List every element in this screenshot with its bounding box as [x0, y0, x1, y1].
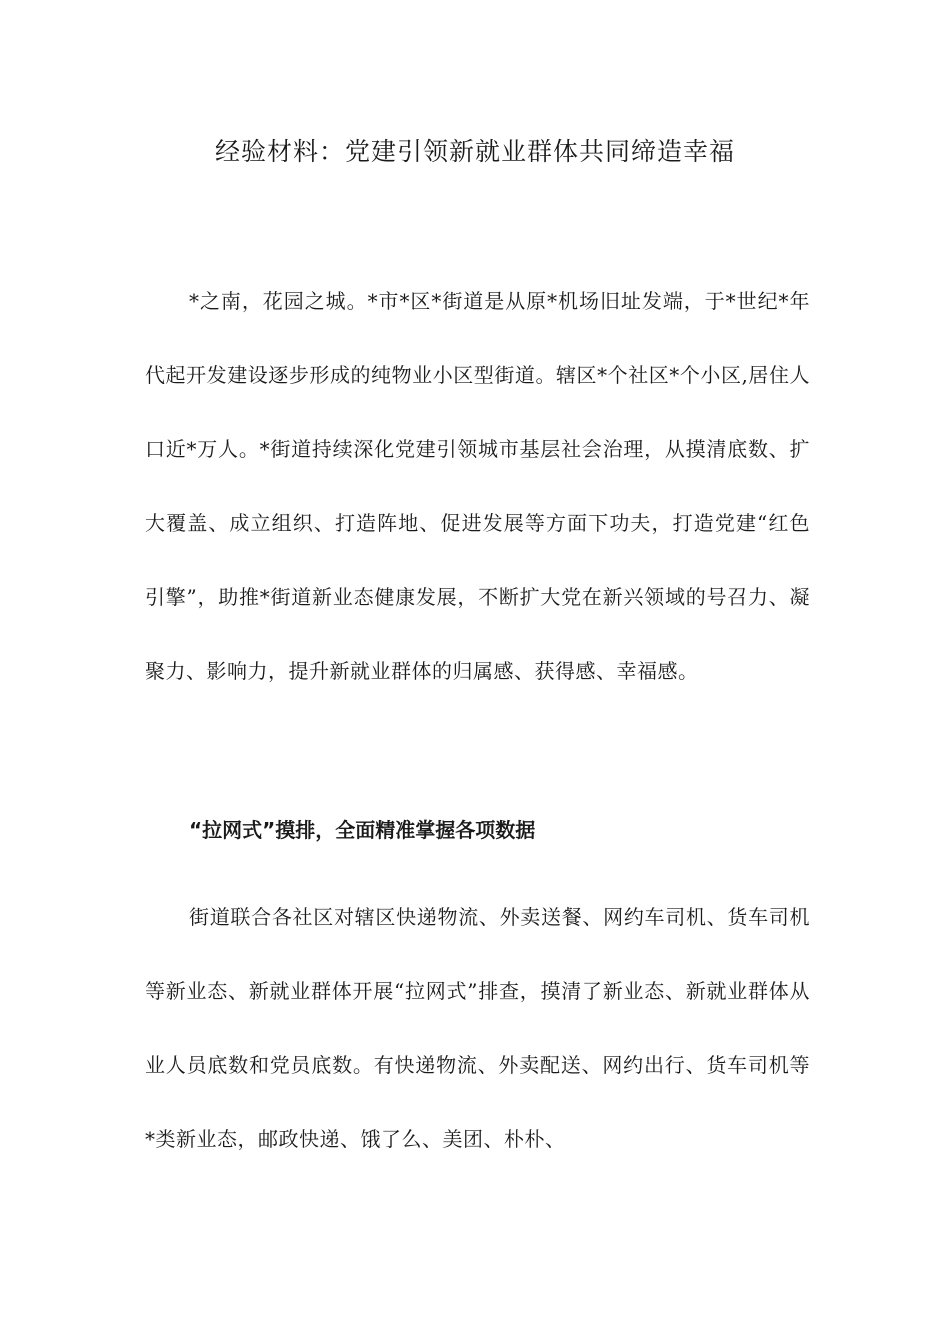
document-title: 经验材料：党建引领新就业群体共同缔造幸福: [214, 137, 735, 166]
section-heading: “拉网式”摸排，全面精准掌握各项数据: [189, 818, 536, 842]
body-paragraph-intro: *之南，花园之城。*市*区*街道是从原*机场旧址发端，于*世纪*年代起开发建设逐步形成的纯物业小区型街道。辖区*个社区*个小区,居住人口近*万人。*街道持续深化党建引领城市基层社会治理，从摸清底数、扩大覆盖、成立组织、打造阵地、促进发展等方面下功夫，打造党建“红色引擎”，助推*街道新业态健康发展，不断扩大党在新兴领域的号召力、凝聚力、影响力，提升新就业群体的归属感、获得感、幸福感。: [145, 289, 810, 683]
body-paragraph-survey: 街道联合各社区对辖区快递物流、外卖送餐、网约车司机、货车司机等新业态、新就业群体开展“拉网式”排查，摸清了新业态、新就业群体从业人员底数和党员底数。有快递物流、外卖配送、网约出行、货车司机等*类新业态，邮政快递、饿了么、美团、朴朴、: [145, 905, 810, 1151]
